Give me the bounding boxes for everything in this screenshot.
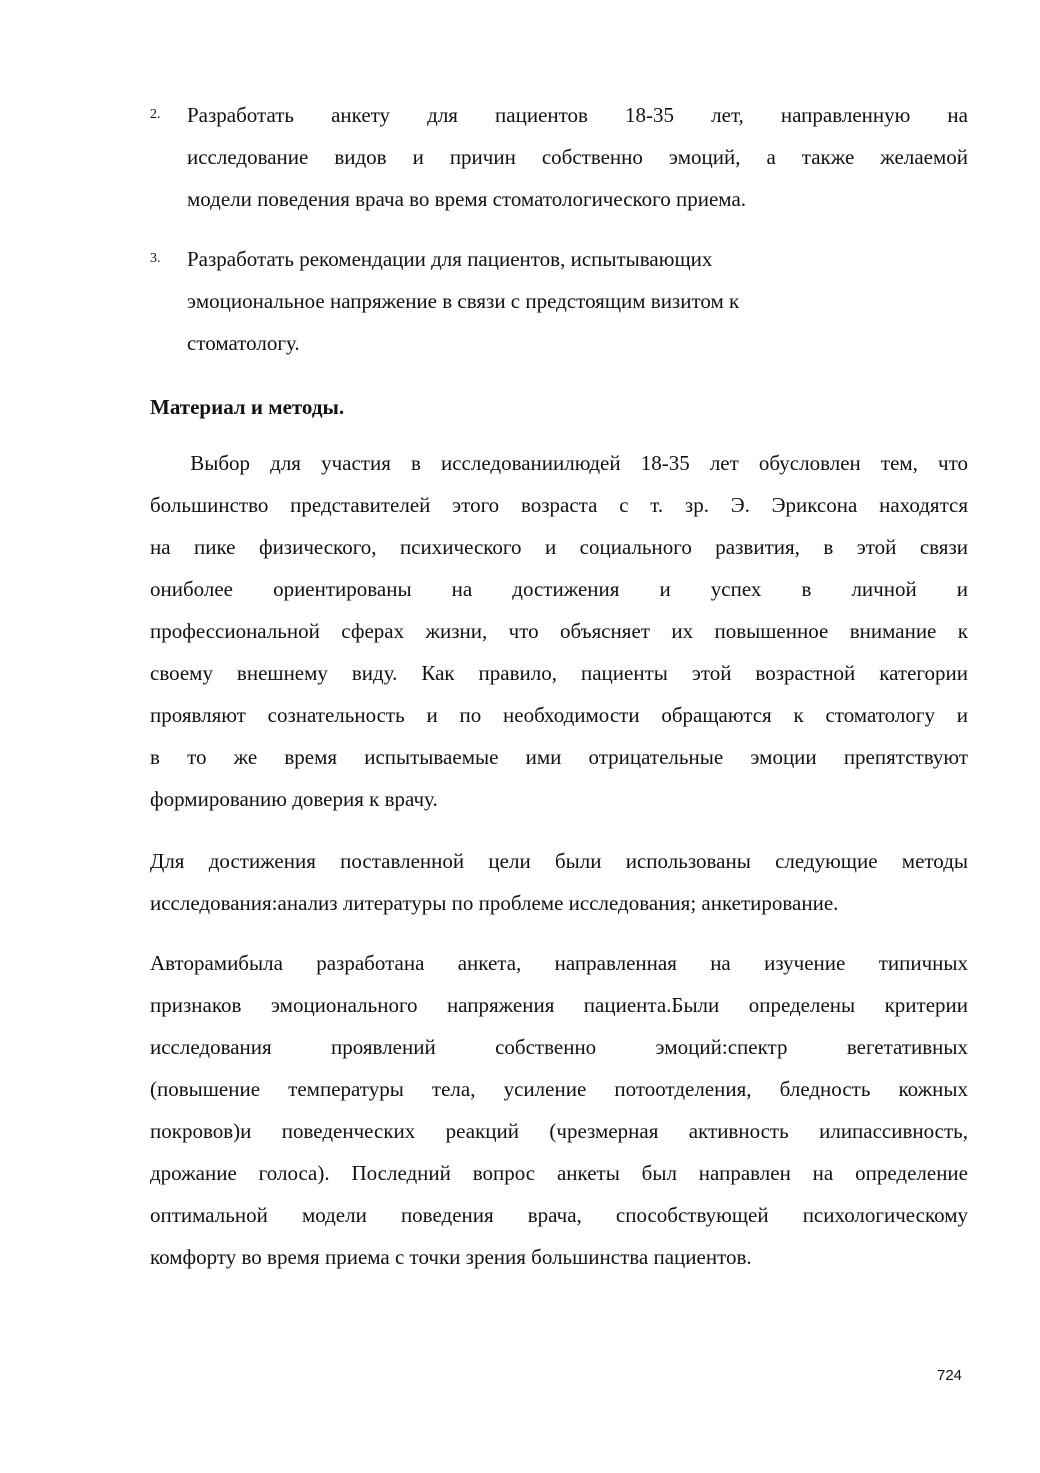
text-line: Авторамибыла разработана анкета, направленная на изучение типичных [150, 951, 968, 975]
body-paragraph [150, 442, 968, 820]
list-item-text [187, 238, 968, 364]
text-line: Выбор для участия в исследованиилюдей 18-35 лет обусловлен тем, что [150, 451, 969, 475]
text-line: ониболее ориентированы на достижения и успех в личной и [150, 577, 968, 601]
text-line: комфорту во время приема с точки зрения большинства пациентов. [150, 1245, 752, 1269]
text-line: модели поведения врача во время стоматологического приема. [187, 187, 747, 211]
text-line: оптимальной модели поведения врача, способствующей психологическому [150, 1203, 968, 1227]
text-line: исследование видов и причин собственно эмоций, а также желаемой [187, 145, 968, 169]
text-line: признаков эмоционального напряжения пациента.Были определены критерии [150, 993, 968, 1017]
list-item [150, 94, 968, 220]
text-line: исследования:анализ литературы по проблеме исследования; анкетирование. [150, 891, 839, 915]
text-line: Для достижения поставленной цели были использованы следующие методы [150, 849, 968, 873]
text-line: профессиональной сферах жизни, что объясняет их повышенное внимание к [150, 619, 968, 643]
list-item-text [187, 94, 968, 220]
list-item-number: 2. [150, 107, 161, 122]
text-line: стоматологу. [187, 331, 300, 355]
text-line: формированию доверия к врачу. [150, 787, 438, 811]
list-item [150, 238, 968, 364]
section-heading: Материал и методы. [150, 395, 345, 419]
text-line: своему внешнему виду. Как правило, пациенты этой возрастной категории [150, 661, 968, 685]
text-line: Разработать анкету для пациентов 18-35 лет, направленную на [187, 103, 968, 127]
text-line: Разработать рекомендации для пациентов, испытывающих [187, 247, 713, 271]
text-line: большинство представителей этого возраста с т. зр. Э. Эриксона находятся [150, 493, 968, 517]
text-line: исследования проявлений собственно эмоций:спектр вегетативных [150, 1035, 968, 1059]
text-line: проявляют сознательность и по необходимости обращаются к стоматологу и [150, 703, 968, 727]
text-line: в то же время испытываемые ими отрицательные эмоции препятствуют [150, 745, 968, 769]
text-line: (повышение температуры тела, усиление потоотделения, бледность кожных [150, 1077, 968, 1101]
text-line: на пике физического, психического и социального развития, в этой связи [150, 535, 968, 559]
page-number: 724 [937, 1367, 963, 1384]
text-line: дрожание голоса). Последний вопрос анкеты был направлен на определение [150, 1161, 968, 1185]
body-paragraph [150, 840, 968, 924]
body-paragraph [150, 942, 968, 1278]
list-item-number: 3. [150, 251, 161, 266]
text-line: покровов)и поведенческих реакций (чрезмерная активность илипассивность, [150, 1119, 968, 1143]
text-line: эмоциональное напряжение в связи с предстоящим визитом к [187, 289, 740, 313]
